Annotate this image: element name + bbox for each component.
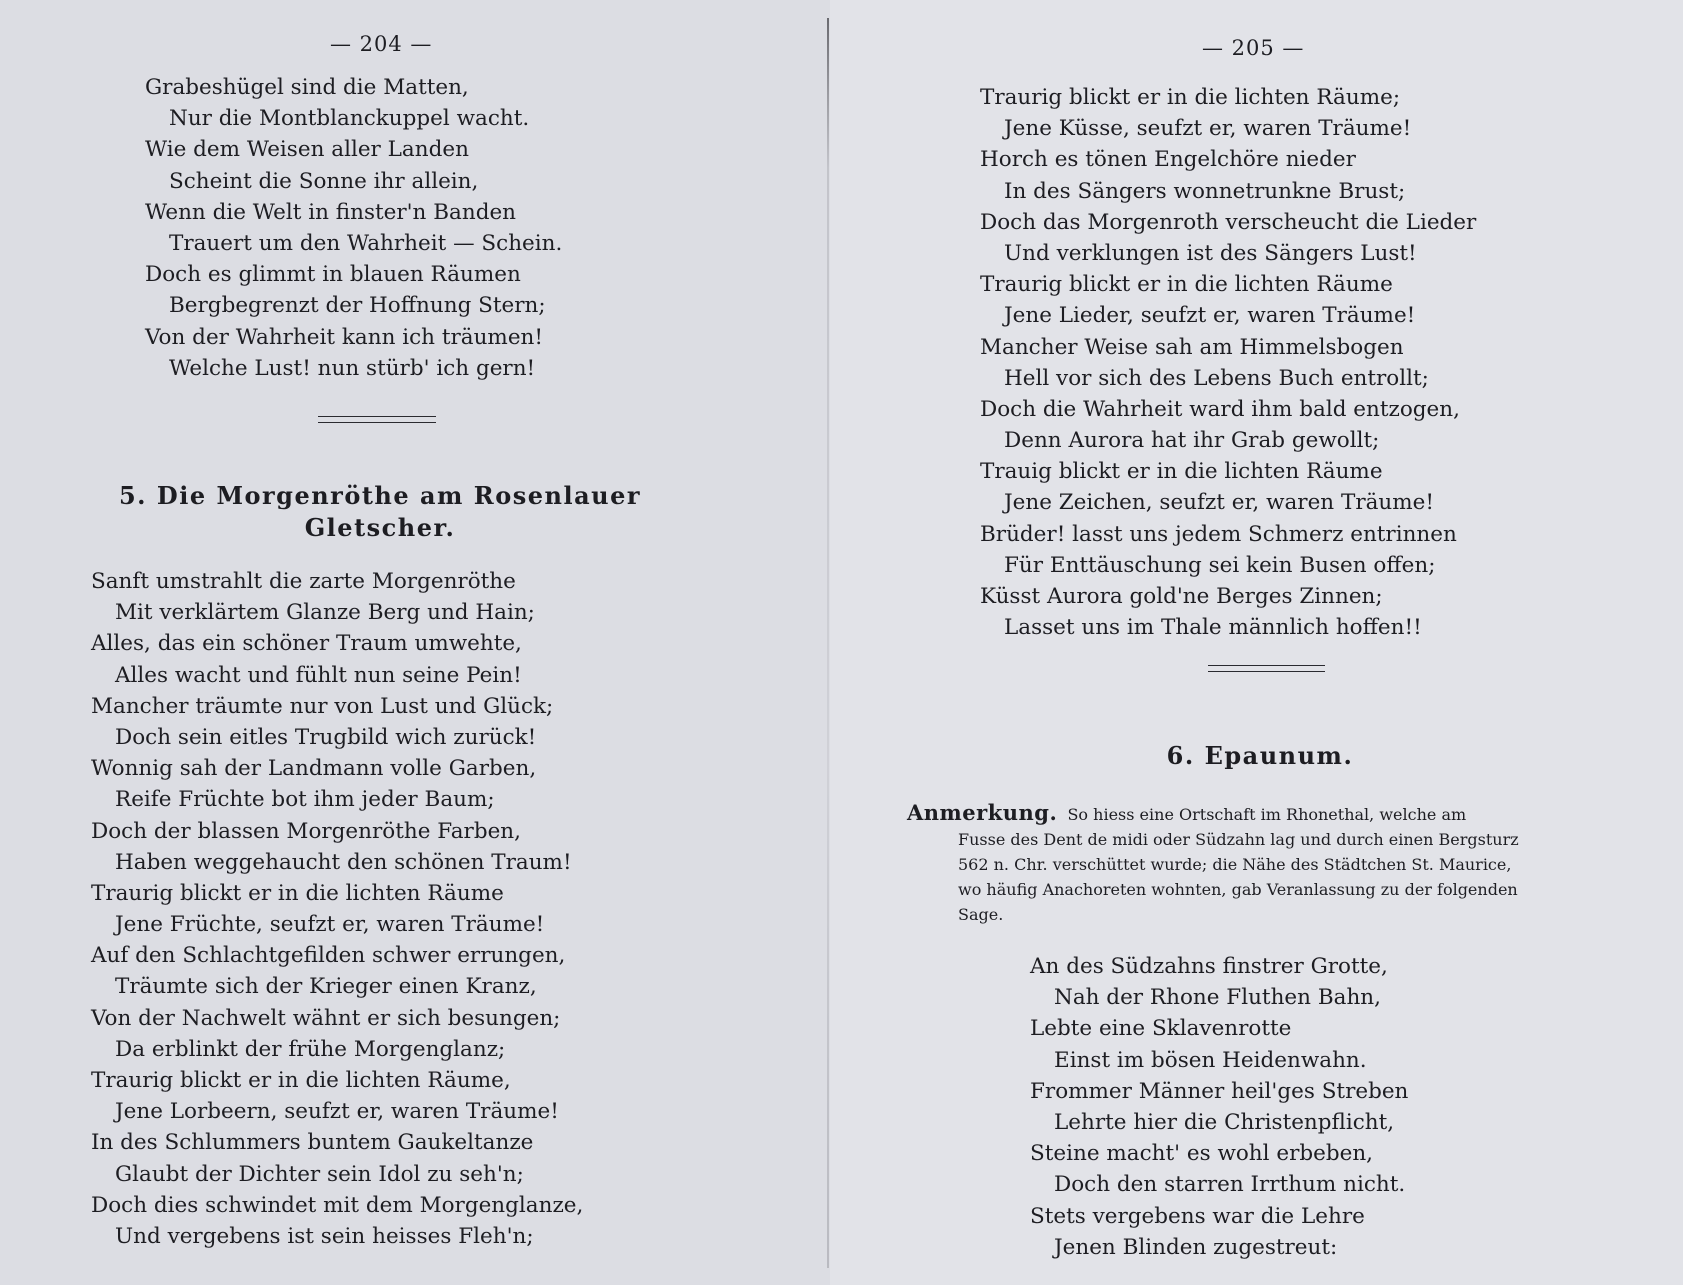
verse-line: Welche Lust! nun stürb' ich gern! — [169, 355, 536, 381]
verse-line: Haben weggehaucht den schönen Traum! — [115, 849, 572, 875]
verse-line: Jene Küsse, seufzt er, waren Träume! — [1004, 116, 1412, 142]
verse-line: Horch es tönen Engelchöre nieder — [980, 147, 1356, 173]
verse-line: Jene Lieder, seufzt er, waren Träume! — [1004, 303, 1416, 329]
verse-line: Sanft umstrahlt die zarte Morgenröthe — [91, 569, 516, 594]
verse-line: Doch dies schwindet mit dem Morgenglanze, — [91, 1192, 584, 1218]
poem-heading-6 — [1060, 740, 1460, 772]
verse-line: Da erblinkt der frühe Morgenglanz; — [115, 1036, 506, 1062]
section-divider-right — [1208, 665, 1325, 672]
verse-line: Mit verklärtem Glanze Berg und Hain; — [115, 600, 535, 626]
verse-line: Reife Früchte bot ihm jeder Baum; — [115, 787, 495, 813]
note-line-5: Sage. — [958, 905, 1004, 924]
heading-epaunum: 6. Epaunum. — [1166, 741, 1354, 770]
verse-line: Auf den Schlachtgefilden schwer errungen, — [91, 943, 566, 969]
verse-line: Traurig blickt er in die lichten Räume — [980, 272, 1393, 298]
verse-line: Und vergebens ist sein heisses Fleh'n; — [115, 1223, 534, 1249]
verse-line: Traurig blickt er in die lichten Räume; — [980, 85, 1401, 110]
note-label: Anmerkung. — [907, 800, 1058, 825]
verse-line: Von der Wahrheit kann ich träumen! — [145, 324, 544, 350]
verse-line: Nah der Rhone Fluthen Bahn, — [1054, 985, 1381, 1011]
poem-6-verses — [1030, 951, 1408, 1263]
verse-line: Doch das Morgenroth verscheucht die Lieder — [980, 209, 1477, 235]
verse-line: Grabeshügel sind die Matten, — [145, 75, 469, 100]
note-first-line — [907, 800, 1667, 827]
heading-line-1: 5. Die Morgenröthe am Rosenlauer — [118, 481, 641, 510]
poem-5-verses — [91, 566, 583, 1252]
verse-line: Doch der blassen Morgenröthe Farben, — [91, 818, 521, 844]
verse-line: In des Sängers wonnetrunkne Brust; — [1004, 178, 1406, 204]
annotation-note — [907, 800, 1667, 927]
verse-line: Traurig blickt er in die lichten Räume — [91, 880, 504, 906]
note-line-1: So hiess eine Ortschaft im Rhonethal, welche am — [1067, 805, 1467, 824]
verse-line: Alles wacht und fühlt nun seine Pein! — [115, 662, 522, 688]
verse-line: Traurig blickt er in die lichten Räume, — [91, 1068, 511, 1093]
verse-line: Mancher Weise sah am Himmelsbogen — [980, 334, 1404, 360]
verse-line: Jene Zeichen, seufzt er, waren Träume! — [1004, 490, 1435, 516]
verse-line: Und verklungen ist des Sängers Lust! — [1004, 240, 1417, 266]
page-number-right: — 205 — — [1202, 36, 1305, 60]
heading-line-2: Gletscher. — [304, 513, 456, 542]
verse-line: Nur die Montblanckuppel wacht. — [169, 106, 530, 132]
verse-line: Lehrte hier die Christenpflicht, — [1054, 1109, 1395, 1135]
verse-line: Doch es glimmt in blauen Räumen — [145, 262, 521, 288]
verse-line: Scheint die Sonne ihr allein, — [169, 168, 479, 194]
verse-line: Bergbegrenzt der Hoffnung Stern; — [169, 293, 546, 319]
verse-line: Trauig blickt er in die lichten Räume — [980, 459, 1383, 485]
verse-line: Wenn die Welt in finster'n Banden — [145, 199, 517, 225]
verse-line: Jenen Blinden zugestreut: — [1054, 1234, 1338, 1260]
verse-line: In des Schlummers buntem Gaukeltanze — [91, 1130, 534, 1156]
book-gutter — [827, 18, 829, 1268]
verse-line: Alles, das ein schöner Traum umwehte, — [91, 631, 522, 657]
verse-line: Wonnig sah der Landmann volle Garben, — [91, 756, 537, 782]
top-stanza — [145, 72, 562, 384]
right-page — [830, 0, 1683, 1285]
verse-line: Träumte sich der Krieger einen Kranz, — [115, 974, 537, 1000]
poem-heading-5 — [62, 480, 698, 544]
verse-line: Von der Nachwelt wähnt er sich besungen; — [91, 1005, 561, 1031]
verse-line: Doch die Wahrheit ward ihm bald entzogen, — [980, 396, 1460, 422]
page-number-left: — 204 — — [330, 32, 433, 56]
verse-line: An des Südzahns finstrer Grotte, — [1030, 954, 1388, 979]
poem-5-continuation — [980, 82, 1476, 643]
verse-line: Brüder! lasst uns jedem Schmerz entrinnen — [980, 521, 1457, 547]
verse-line: Küsst Aurora gold'ne Berges Zinnen; — [980, 584, 1383, 609]
verse-line: Doch sein eitles Trugbild wich zurück! — [115, 724, 537, 750]
verse-line: Mancher träumte nur von Lust und Glück; — [91, 693, 554, 719]
section-divider-left — [318, 416, 436, 423]
verse-line: Steine macht' es wohl erbeben, — [1030, 1141, 1374, 1167]
verse-line: Hell vor sich des Lebens Buch entrollt; — [1004, 365, 1429, 391]
verse-line: Für Enttäuschung sei kein Busen offen; — [1004, 552, 1436, 578]
note-line-4: wo häufig Anachoreten wohnten, gab Veranlassung zu der folgenden — [958, 880, 1518, 899]
verse-line: Jene Lorbeern, seufzt er, waren Träume! — [115, 1099, 559, 1125]
verse-line: Doch den starren Irrthum nicht. — [1054, 1172, 1406, 1198]
verse-line: Denn Aurora hat ihr Grab gewollt; — [1004, 428, 1380, 454]
verse-line: Frommer Männer heil'ges Streben — [1030, 1078, 1409, 1104]
verse-line: Trauert um den Wahrheit — Schein. — [169, 230, 563, 256]
left-page — [0, 0, 830, 1285]
note-line-3: 562 n. Chr. verschüttet wurde; die Nähe des Städtchen St. Maurice, — [958, 855, 1512, 874]
verse-line: Wie dem Weisen aller Landen — [145, 137, 469, 163]
verse-line: Einst im bösen Heidenwahn. — [1054, 1047, 1367, 1073]
verse-line: Glaubt der Dichter sein Idol zu seh'n; — [115, 1161, 524, 1187]
verse-line: Lebte eine Sklavenrotte — [1030, 1016, 1292, 1042]
verse-line: Jene Früchte, seufzt er, waren Träume! — [115, 912, 545, 938]
note-line-2: Fusse des Dent de midi oder Südzahn lag und durch einen Bergsturz — [958, 830, 1519, 849]
verse-line: Lasset uns im Thale männlich hoffen!! — [1004, 615, 1422, 641]
verse-line: Stets vergebens war die Lehre — [1030, 1203, 1365, 1229]
